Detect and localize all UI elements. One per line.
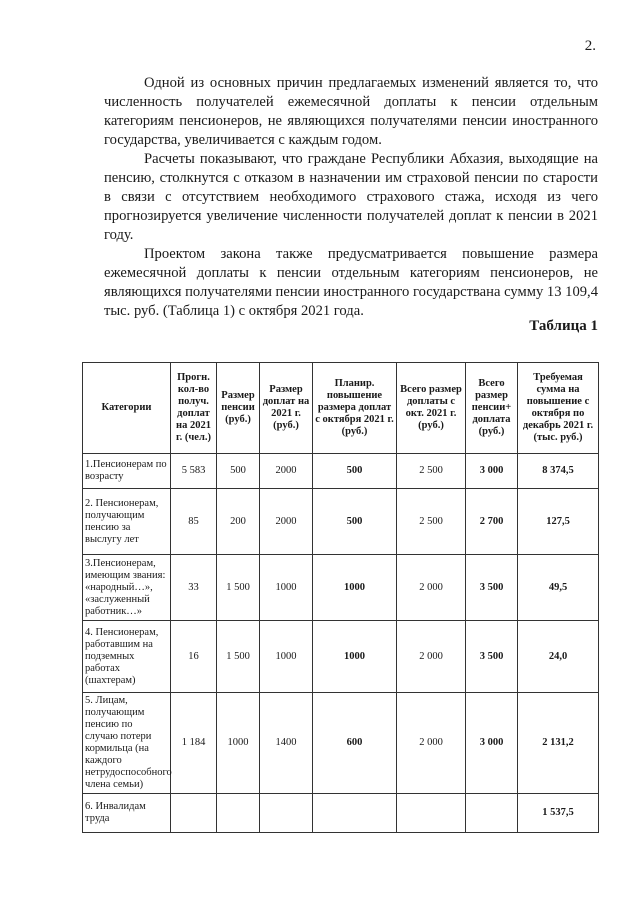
table-cell: 200 (217, 489, 260, 555)
table-cell: 1 537,5 (518, 794, 599, 833)
table-cell: 500 (313, 489, 397, 555)
table-row (83, 489, 599, 555)
table-cell: 500 (217, 454, 260, 489)
table-cell: 127,5 (518, 489, 599, 555)
table-row (83, 454, 599, 489)
table-cell: 1 500 (217, 555, 260, 621)
table-cell: 1.Пенсионерам по возрасту (83, 454, 171, 489)
table-row (83, 693, 599, 794)
table-cell: 3 500 (466, 555, 518, 621)
table-cell: 2 500 (397, 489, 466, 555)
table-caption: Таблица 1 (529, 318, 598, 334)
header-cell: Категории (83, 363, 171, 454)
header-cell: Размер пенсии (руб.) (217, 363, 260, 454)
table-cell: 24,0 (518, 621, 599, 693)
table-cell: 600 (313, 693, 397, 794)
table-cell: 5 583 (171, 454, 217, 489)
header-cell: Всего размер доплаты с окт. 2021 г. (руб.) (397, 363, 466, 454)
header-cell: Прогн. кол-во получ. доплат на 2021 г. (чел.) (171, 363, 217, 454)
table-cell (397, 794, 466, 833)
table-cell (313, 794, 397, 833)
paragraph-3: Проектом закона также предусматривается повышение размера ежемесячной доплаты к пенсии отдельным категориям пенсионеров, не являющихся получателями пенсии иностранного государствана сумму 13 109,4 тыс. руб. (Таблица 1) с октября 2021 года. (104, 246, 598, 319)
table-cell: 2 700 (466, 489, 518, 555)
table-cell: 1000 (260, 555, 313, 621)
paragraph-2: Расчеты показывают, что граждане Республики Абхазия, выходящие на пенсию, столкнутся с отказом в назначении им страховой пенсии по старости в связи с отсутствием необходимого страхового стажа, исходя из чего прогнозируется увеличение численности получателей доплат к пенсии в 2021 году. (104, 151, 598, 243)
table-cell: 5. Лицам, получающим пенсию по случаю потери кормильца (на каждого нетрудоспособного члена семьи) (83, 693, 171, 794)
page-number: 2. (584, 38, 596, 54)
table-cell: 2000 (260, 454, 313, 489)
table-row (83, 621, 599, 693)
header-cell: Планир. повышение размера доплат с октября 2021 г. (руб.) (313, 363, 397, 454)
table-cell: 49,5 (518, 555, 599, 621)
header-cell: Размер доплат на 2021 г. (руб.) (260, 363, 313, 454)
header-cell: Требуемая сумма на повышение с октября по декабрь 2021 г. (тыс. руб.) (518, 363, 599, 454)
table-cell: 3 500 (466, 621, 518, 693)
table-cell: 1 184 (171, 693, 217, 794)
table-cell: 8 374,5 (518, 454, 599, 489)
table-cell (466, 794, 518, 833)
table-cell: 85 (171, 489, 217, 555)
table-cell: 3 000 (466, 454, 518, 489)
data-table (82, 362, 599, 833)
table-cell: 3.Пенсионерам, имеющим звания: «народный…», «заслуженный работник…» (83, 555, 171, 621)
header-cell: Всего размер пенсии+ доплата (руб.) (466, 363, 518, 454)
table-cell: 4. Пенсионерам, работавшим на подземных работах (шахтерам) (83, 621, 171, 693)
table-row (83, 794, 599, 833)
table-cell: 1 500 (217, 621, 260, 693)
table-cell: 2 000 (397, 693, 466, 794)
table-cell: 500 (313, 454, 397, 489)
table-cell: 2000 (260, 489, 313, 555)
table-cell: 1000 (313, 555, 397, 621)
table-cell: 2 500 (397, 454, 466, 489)
paragraph-1: Одной из основных причин предлагаемых изменений является то, что численность получателей ежемесячной доплаты к пенсии отдельным категориям пенсионеров, не являющихся получателями пенсии иностранного государства, увеличивается с каждым годом. (104, 75, 598, 148)
table-cell: 2 000 (397, 621, 466, 693)
table-cell: 1000 (313, 621, 397, 693)
table-row (83, 555, 599, 621)
table-cell: 16 (171, 621, 217, 693)
table-cell: 2 000 (397, 555, 466, 621)
table-cell (217, 794, 260, 833)
table-cell: 2. Пенсионерам, получающим пенсию за выслугу лет (83, 489, 171, 555)
table-header-row (83, 363, 599, 454)
table-cell: 6. Инвалидам труда (83, 794, 171, 833)
table-cell: 3 000 (466, 693, 518, 794)
table-cell (260, 794, 313, 833)
table-cell: 1400 (260, 693, 313, 794)
table-cell: 1000 (260, 621, 313, 693)
table-cell: 33 (171, 555, 217, 621)
table-cell (171, 794, 217, 833)
table-cell: 2 131,2 (518, 693, 599, 794)
body-text (104, 74, 598, 321)
table-cell: 1000 (217, 693, 260, 794)
